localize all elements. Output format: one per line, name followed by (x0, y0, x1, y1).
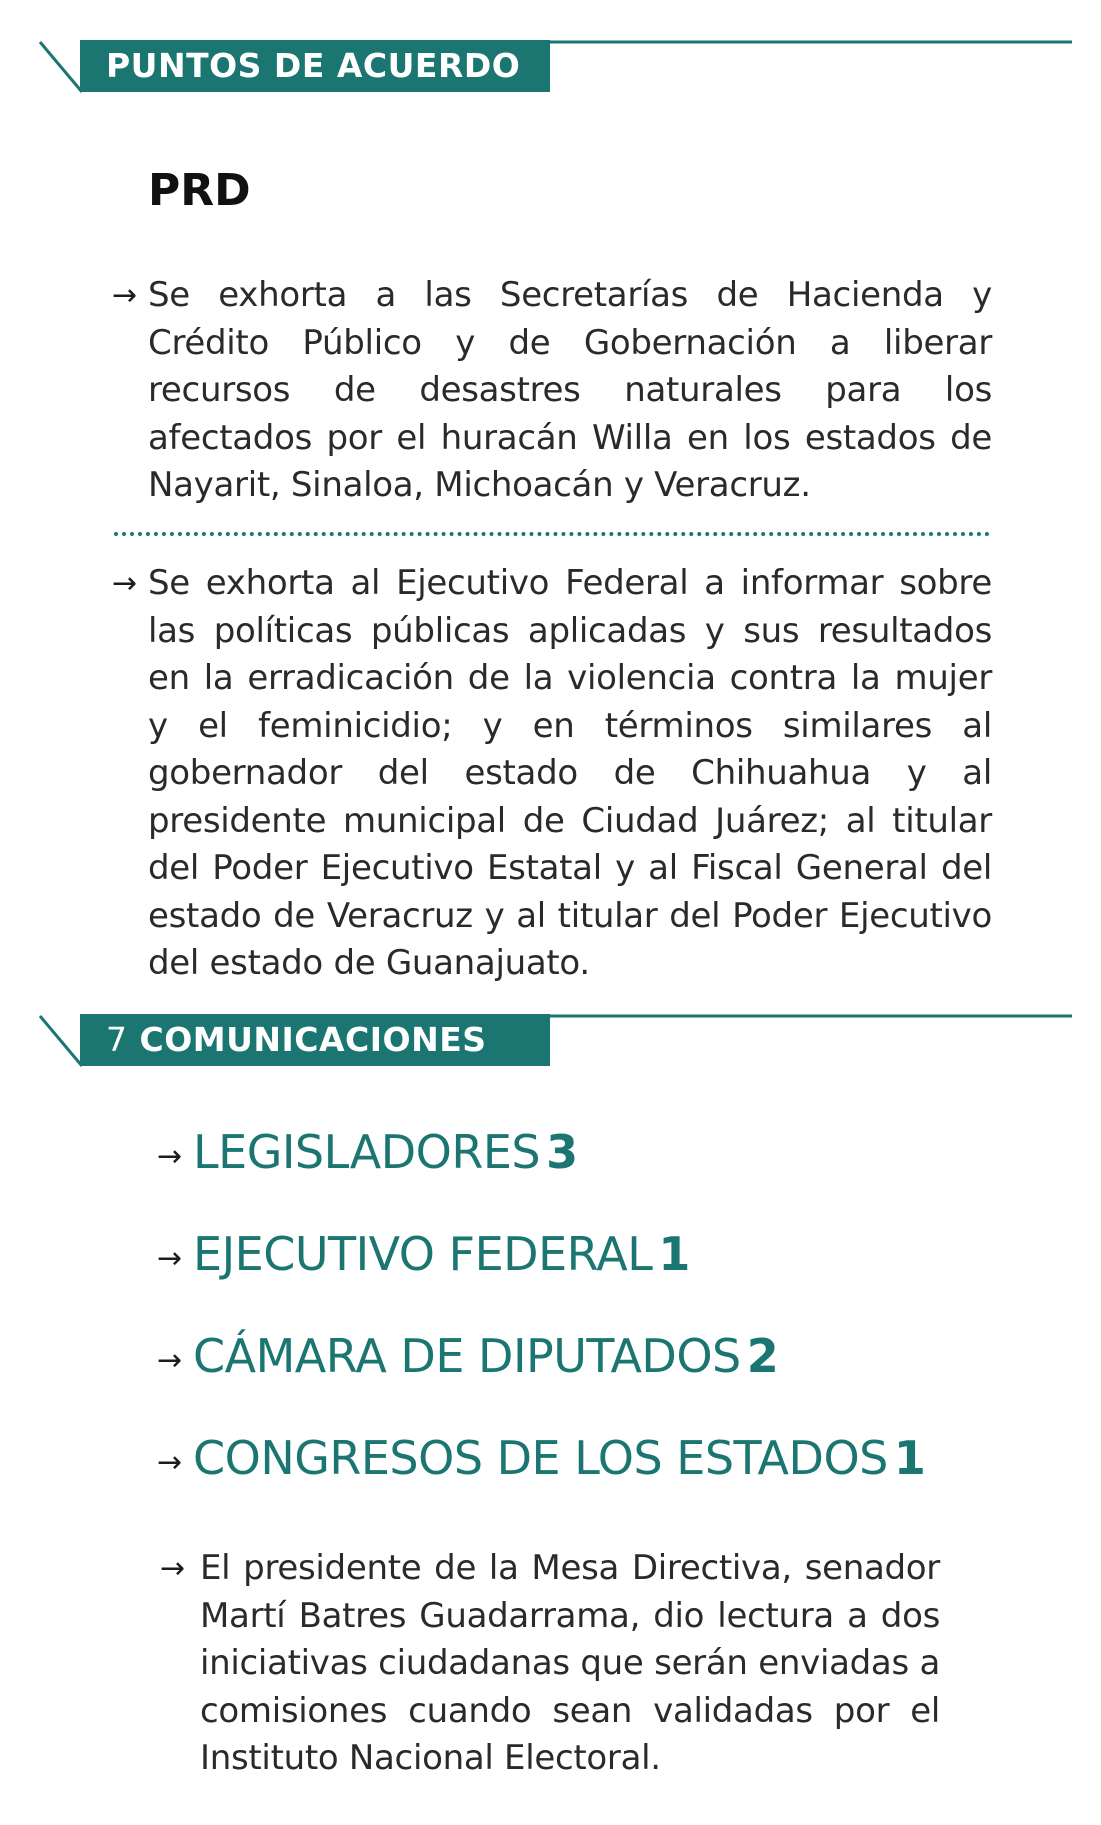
communications-list (157, 1125, 1057, 1533)
arrow-right-icon: → (112, 278, 138, 313)
list-item-text: Se exhorta a las Secretarías de Hacienda y Crédito Público y de Gobernación a liberar recursos de desastres naturales para los afectados por el huracán Willa en los estados de Nayarit, Sinaloa, Michoacán y Veracruz. (148, 275, 992, 505)
arrow-right-icon: → (157, 1139, 183, 1174)
party-heading: PRD (148, 165, 251, 216)
arrow-right-icon: → (157, 1343, 183, 1378)
communication-item (157, 1329, 1057, 1431)
note-text: El presidente de la Mesa Directiva, senador Martí Batres Guadarrama, dio lectura a dos iniciativas ciudadanas que serán enviadas a comisiones cuando sean validadas por el Instituto Nacional Electoral. (200, 1548, 940, 1778)
section-header-comunicaciones (0, 1014, 1101, 1074)
communication-name: CÁMARA DE DIPUTADOS (193, 1329, 741, 1383)
communication-label (193, 1431, 925, 1485)
section-title (80, 1014, 550, 1066)
communication-item (157, 1125, 1057, 1227)
communication-name: LEGISLADORES (193, 1125, 541, 1179)
arrow-right-icon: → (157, 1445, 183, 1480)
communication-count: 1 (893, 1431, 926, 1485)
communication-count: 3 (546, 1125, 578, 1179)
communication-label (193, 1227, 690, 1281)
communication-count: 1 (658, 1227, 690, 1281)
arrow-right-icon: → (112, 566, 138, 601)
communication-label (193, 1125, 578, 1179)
section-title-text: COMUNICACIONES (139, 1020, 487, 1059)
section-count: 7 (106, 1020, 128, 1059)
section-title: PUNTOS DE ACUERDO (80, 40, 550, 92)
list-item-text: Se exhorta al Ejecutivo Federal a informar sobre las políticas públicas aplicadas y sus resultados en la erradicación de la violencia contra la mujer y el feminicidio; y en términos similares al gobernador del estado de Chihuahua y al presidente municipal de Ciudad Juárez; al titular del Poder Ejecutivo Estatal y al Fiscal General del estado de Veracruz y al titular del Poder Ejecutivo del estado de Guanajuato. (148, 563, 992, 983)
communication-name: EJECUTIVO FEDERAL (193, 1227, 653, 1281)
note-item (160, 1545, 940, 1783)
communication-count: 2 (746, 1329, 779, 1383)
list-item (112, 560, 992, 988)
communication-item (157, 1431, 1057, 1533)
communication-item (157, 1227, 1057, 1329)
communication-label (193, 1329, 778, 1383)
list-item (112, 272, 992, 510)
communication-name: CONGRESOS DE LOS ESTADOS (193, 1431, 888, 1485)
arrow-right-icon: → (160, 1551, 186, 1586)
dotted-divider (114, 532, 990, 536)
section-header-puntos (0, 40, 1101, 100)
arrow-right-icon: → (157, 1241, 183, 1276)
